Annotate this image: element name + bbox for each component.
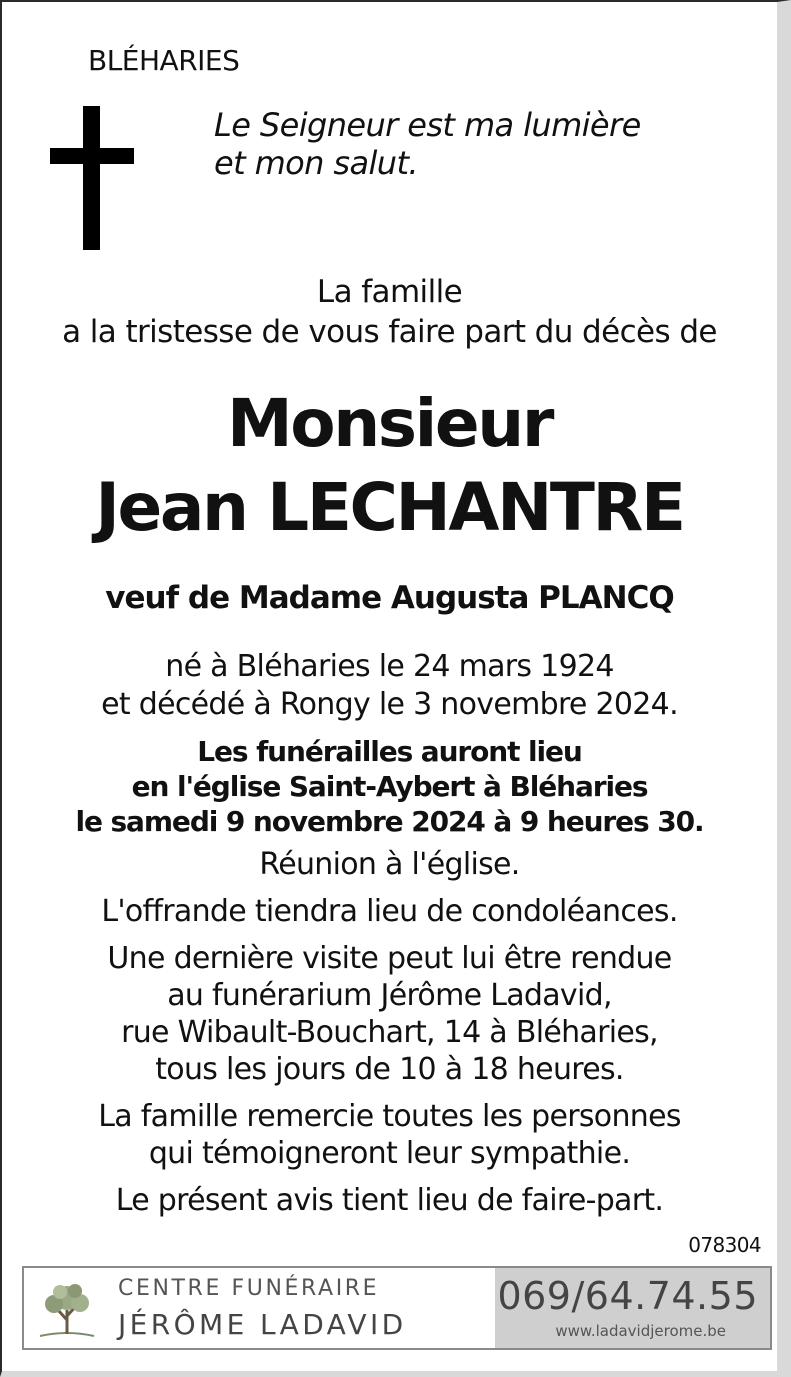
brand-line-1: CENTRE FUNÉRAIRE	[118, 1276, 380, 1301]
reference-number: 078304	[688, 1233, 761, 1257]
death-line: et décédé à Rongy le 3 novembre 2024.	[101, 687, 678, 722]
deceased-name: Jean LECHANTRE	[95, 469, 684, 546]
funeral-line: Les funérailles auront lieu	[197, 735, 582, 768]
phone-number: 069/64.74.55	[497, 1274, 758, 1318]
visit-line: Une dernière visite peut lui être rendue	[107, 941, 672, 976]
locality-header: BLÉHARIES	[88, 44, 240, 77]
notice-body	[2, 846, 777, 1219]
cross-icon	[50, 106, 134, 250]
thanks-line: qui témoigneront leur sympathie.	[148, 1136, 631, 1171]
tree-icon	[34, 1276, 100, 1342]
intro-line: a la tristesse de vous faire part du décès de	[62, 314, 717, 350]
visit-line: rue Wibault-Bouchart, 14 à Bléharies,	[121, 1015, 658, 1050]
announcement-intro	[2, 272, 777, 352]
verse-line: et mon salut.	[214, 144, 418, 182]
website-link[interactable]: www.ladavidjerome.be	[555, 1322, 726, 1340]
deceased-title: Monsieur	[226, 385, 552, 462]
funeral-home-banner	[22, 1266, 772, 1350]
funeral-line: en l'église Saint-Aybert à Bléharies	[131, 770, 648, 803]
funeral-details	[2, 734, 777, 839]
deceased-name-block	[2, 382, 777, 550]
brand-line-2: JÉRÔME LADAVID	[118, 1308, 407, 1341]
scripture-verse	[214, 106, 641, 182]
verse-line: Le Seigneur est ma lumière	[214, 106, 641, 144]
thanks-line: La famille remercie toutes les personnes	[98, 1099, 681, 1134]
notice-line: Le présent avis tient lieu de faire-part.	[115, 1183, 664, 1218]
birth-line: né à Bléharies le 24 mars 1924	[165, 649, 614, 684]
life-dates	[2, 648, 777, 724]
intro-line: La famille	[316, 274, 463, 310]
meeting-line: Réunion à l'église.	[259, 847, 520, 882]
visit-line: tous les jours de 10 à 18 heures.	[155, 1052, 624, 1087]
widow-of: veuf de Madame Augusta PLANCQ	[105, 580, 674, 616]
contact-panel	[495, 1268, 770, 1348]
funeral-line: le samedi 9 novembre 2024 à 9 heures 30.	[75, 805, 704, 838]
offering-line: L'offrande tiendra lieu de condoléances.	[101, 894, 678, 929]
visit-line: au funérarium Jérôme Ladavid,	[167, 978, 612, 1013]
